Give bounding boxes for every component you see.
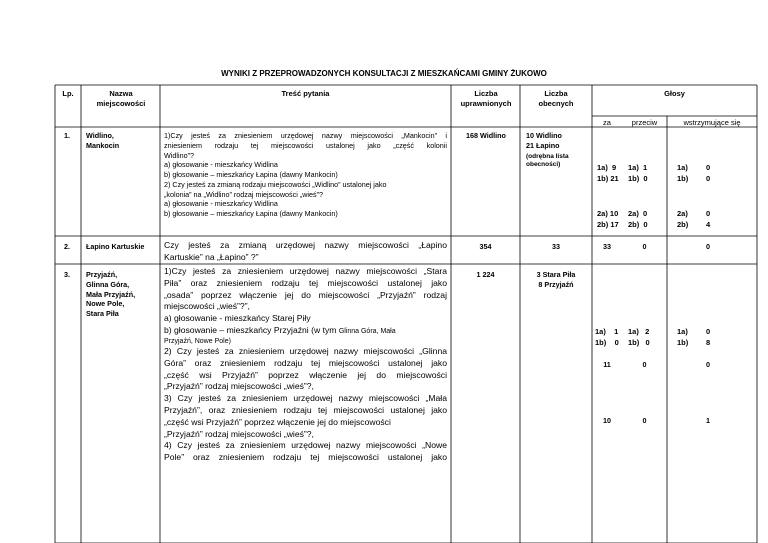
document-title: WYNIKI Z PRZEPROWADZONYCH KONSULTACJI Z MIESZKAŃCAMI GMINY ŻUKOWO (221, 69, 547, 78)
row2-nazwa: Łapino Kartuskie (86, 242, 145, 251)
row1-q2-wstrz-label: 2a) 2b) (677, 209, 689, 229)
row3-q2-przeciw: 0 (642, 360, 647, 369)
header-nazwa: Nazwa miejscowości (96, 89, 146, 108)
row3-q1-wstrz-label: 1a) 1b) (677, 327, 689, 347)
row1-q1-za: 1a) 9 1b) 21 (597, 163, 619, 183)
row1-q2-za: 2a) 10 2b) 17 (597, 209, 619, 229)
row3-q3-za: 10 (603, 416, 611, 425)
row3-lp: 3. (64, 270, 70, 279)
row2-wstrz: 0 (706, 242, 710, 251)
header-obecnych: Liczba obecnych (538, 89, 574, 108)
row3-q2-za: 11 (603, 360, 611, 369)
row3-uprawnionych: 1 224 (476, 270, 495, 279)
row3-obecnych: 3 Stara Piła 8 Przyjaźń (536, 270, 576, 289)
row2-przeciw: 0 (642, 242, 647, 251)
row3-q3-przeciw: 0 (642, 416, 647, 425)
row3-q1-przeciw: 1a) 2 1b) 0 (628, 327, 650, 347)
row3-nazwa: Przyjaźń, Glinna Góra, Mała Przyjaźń, Nowe Pole, Stara Piła (86, 270, 136, 319)
header-wstrzymujace: wstrzymujące się (683, 118, 741, 127)
row1-q1-przeciw: 1a) 1 1b) 0 (628, 163, 648, 183)
row3-q1-za: 1a) 1 1b) 0 (595, 327, 619, 347)
row3-q1-wstrz-value: 0 8 (706, 327, 711, 347)
header-tresc: Treść pytania (281, 89, 330, 98)
row1-nazwa: Widlino, Mankocin (86, 131, 120, 150)
row1-q2-przeciw: 2a) 0 2b) 0 (628, 209, 648, 229)
row1-tresc: 1)Czy jesteś za zniesieniem urzędowej nazwy miejscowości „Mankocin” i zniesieniem rodzaju tej miejscowości ustalonej jako „część kolonii Widlino”? a) głosowanie - mieszkańcy Widlina b) głosowanie – mieszkańcy Łapina (dawny Mankocin) 2) Czy jesteś za zmianą rodzaju miejscowości „Widlino” ustalonej jako „kolonia” na „Widlino” rodzaj miejscowości „wieś”? a) głosowanie - mieszkańcy Widlina b) głosowanie – mieszkańcy Łapina (dawny Mankocin) (164, 131, 447, 219)
row2-obecnych: 33 (552, 242, 560, 251)
row3-q2-wstrz: 0 (706, 360, 710, 369)
header-przeciw: przeciw (631, 118, 658, 127)
row1-obecnych: 10 Widlino 21 Łapino (526, 131, 562, 150)
row1-lp: 1. (64, 131, 70, 140)
header-uprawnionych: Liczba uprawnionych (460, 89, 512, 108)
row3-q3-wstrz: 1 (706, 416, 710, 425)
header-za: za (603, 118, 611, 127)
row2-uprawnionych: 354 (479, 242, 492, 251)
header-glosy: Głosy (664, 89, 685, 98)
row1-q2-wstrz-value: 0 4 (706, 209, 711, 229)
row2-tresc: Czy jesteś za zmianą urzędowej nazwy miejscowości „Łapino Kartuskie” na „Łapino” ?” (164, 240, 447, 262)
row2-lp: 2. (64, 242, 70, 251)
header-lp: Lp. (62, 89, 74, 98)
row1-q1-wstrz-value: 0 0 (706, 163, 711, 183)
row1-q1-wstrz-label: 1a) 1b) (677, 163, 689, 183)
row1-obecnych-note: (odrębna lista obecności) (526, 153, 569, 169)
row2-za: 33 (603, 242, 611, 251)
row1-uprawnionych: 168 Widlino (466, 131, 506, 140)
row3-tresc: 1)Czy jesteś za zniesieniem urzędowej nazwy miejscowości „Stara Piła” oraz zniesieniem rodzaju tej miejscowości ustalonej jako „osada” poprzez włączenie jej do miejscowości „Przyjaźń” rodzaj miejscowości „wieś”?”, a) głosowanie - mieszkańcy Starej Piły b) głosowanie – mieszkańcy Przyjaźni (w tym Glinna Góra, Mała Przyjaźń, Nowe Pole) 2) Czy jesteś za zniesieniem urzędowej nazwy miejscowości „Glinna Góra” oraz zniesieniem rodzaju tej miejscowości ustalonej jako „część wsi Przyjaźń” poprzez włączenie jej do miejscowości „Przyjaźń” rodzaj miejscowości „wieś”?, 3) Czy jesteś za zniesieniem urzędowej nazwy miejscowości „Mała Przyjaźń”, oraz zniesieniem rodzaju tej miejscowości ustalonej jako „część wsi Przyjaźń” poprzez włączenie jej do miejscowości „Przyjaźń” rodzaj miejscowości „wieś”?, 4) Czy jesteś za zniesieniem urzędowej nazwy miejscowości „Nowe Pole” oraz zniesieniem rodzaju tej miejscowości ustalonej jako (164, 266, 447, 463)
